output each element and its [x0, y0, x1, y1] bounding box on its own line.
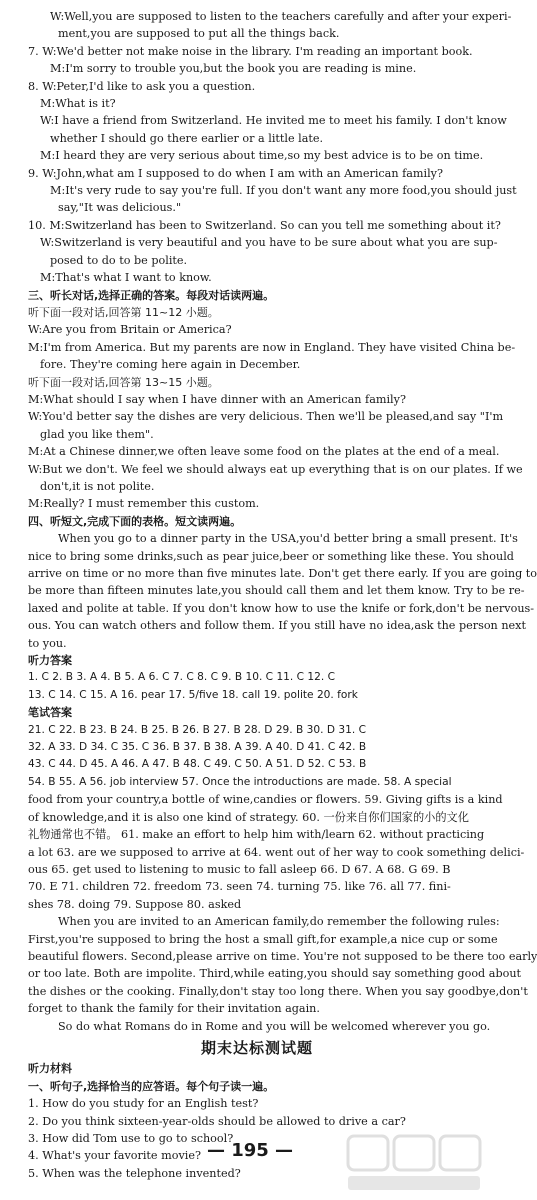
- text-line: 3. How did Tom use to go to school?: [28, 1132, 234, 1145]
- text-line: W:Well,you are supposed to listen to the teachers carefully and after your experi-: [50, 10, 512, 23]
- text-line: food from your country,a bottle of wine,candies or flowers. 59. Giving gifts is a kind: [28, 793, 503, 807]
- text-line: whether I should go there earlier or a little late.: [50, 131, 324, 145]
- text-line: So do what Romans do in Rome and you will be welcomed wherever you go.: [58, 1019, 491, 1033]
- text-line: 听下面一段对话,回答第 13~15 小题。: [28, 375, 219, 389]
- text-line: 4. What's your favorite movie?: [28, 1149, 201, 1163]
- text-line: 1. How do you study for an English test?: [28, 1097, 259, 1111]
- text-line: 2. Do you think sixteen-year-olds should be allowed to drive a car?: [28, 1114, 406, 1128]
- text-line: W:Switzerland is very beautiful and you have to be sure about what you are sup-: [40, 236, 498, 250]
- text-line: 10. M:Switzerland has been to Switzerland. So can you tell me something about it?: [28, 218, 501, 232]
- text-line: of knowledge,and it is also one kind of strategy. 60. 一份来自你们国家的小的文化: [28, 810, 469, 824]
- text-line: 54. B 55. A 56. job interview 57. Once the introductions are made. 58. A special: [28, 775, 452, 788]
- text-line: 8. W:Peter,I'd like to ask you a question.: [28, 79, 256, 93]
- text-line: 听力答案: [28, 654, 72, 668]
- text-line: W:You'd better say the dishes are very delicious. Then we'll be pleased,and say "I'm: [28, 410, 504, 424]
- text-line: 13. C 14. C 15. A 16. pear 17. 5/five 18. call 19. polite 20. fork: [28, 688, 358, 701]
- text-line: 礼物通常也不错。 61. make an effort to help him with/learn 62. without practicing: [28, 828, 485, 842]
- text-line: don't,it is not polite.: [40, 479, 155, 493]
- text-line: M:I heard they are very serious about time,so my best advice is to be on time.: [40, 149, 484, 163]
- text-line: say,"It was delicious.": [58, 201, 182, 215]
- text-line: M:That's what I want to know.: [40, 271, 212, 285]
- text-line: 三、听长对话,选择正确的答案。每段对话读两遍。: [28, 288, 275, 302]
- text-line: 32. A 33. D 34. C 35. C 36. B 37. B 38. A 39. A 40. D 41. C 42. B: [28, 741, 367, 754]
- text-line: M:At a Chinese dinner,we often leave some food on the plates at the end of a meal.: [28, 445, 500, 459]
- text-line: be more than fifteen minutes late,you should call them and let them know. Try to be re-: [28, 584, 525, 598]
- text-line: beautiful flowers. Second,please arrive on time. You're not supposed to be there too early: [28, 949, 537, 963]
- text-line: When you are invited to an American family,do remember the following rules:: [58, 915, 500, 929]
- text-line: fore. They're coming here again in December.: [40, 358, 301, 372]
- text-line: laxed and polite at table. If you don't know how to use the knife or fork,don't be nervous-: [28, 601, 535, 615]
- text-line: M:What is it?: [40, 97, 116, 111]
- text-line: shes 78. doing 79. Suppose 80. asked: [28, 897, 242, 911]
- text-line: 5. When was the telephone invented?: [28, 1166, 241, 1180]
- watermark-logo-icon: [344, 1132, 494, 1194]
- page-number: — 195 —: [206, 1140, 294, 1161]
- text-line: posed to do to be polite.: [50, 253, 188, 267]
- text-line: W:But we don't. We feel we should always eat up everything that is on our plates. If we: [28, 462, 523, 476]
- text-line: 笔试答案: [28, 706, 72, 720]
- text-line: ous 65. get used to listening to music to fall asleep 66. D 67. A 68. G 69. B: [28, 862, 451, 876]
- text-line: 21. C 22. B 23. B 24. B 25. B 26. B 27. B 28. D 29. B 30. D 31. C: [28, 723, 367, 736]
- text-line: 9. W:John,what am I supposed to do when I am with an American family?: [28, 166, 443, 180]
- text-line: M:What should I say when I have dinner with an American family?: [28, 392, 406, 406]
- text-line: 四、听短文,完成下面的表格。短文读两遍。: [28, 514, 242, 528]
- text-line: M:Really? I must remember this custom.: [28, 497, 260, 511]
- text-line: the dishes or the cooking. Finally,don't stay too long there. When you say goodbye,don't: [28, 984, 528, 998]
- answer-text-block: [28, 8, 537, 1035]
- text-line: glad you like them".: [40, 427, 154, 441]
- text-line: nice to bring some drinks,such as pear juice,beer or something like these. You should: [28, 549, 514, 563]
- text-line: ment,you are supposed to put all the things back.: [58, 27, 340, 41]
- text-line: ous. You can watch others and follow them. If you still have no idea,ask the person next: [28, 619, 526, 633]
- text-line: 70. E 71. children 72. freedom 73. seen 74. turning 75. like 76. all 77. fini-: [28, 880, 451, 894]
- text-line: 一、听句子,选择恰当的应答语。每个句子读一遍。: [28, 1079, 275, 1093]
- text-line: 7. W:We'd better not make noise in the library. I'm reading an important book.: [28, 44, 473, 58]
- text-line: W:I have a friend from Switzerland. He invited me to meet his family. I don't know: [40, 114, 507, 128]
- text-line: M:I'm from America. But my parents are now in England. They have visited China be-: [28, 340, 516, 354]
- text-line: When you go to a dinner party in the USA,you'd better bring a small present. It's: [58, 532, 518, 546]
- text-line: 听力材料: [28, 1062, 72, 1076]
- text-line: First,you're supposed to bring the host a small gift,for example,a nice cup or some: [28, 932, 498, 946]
- text-line: M:It's very rude to say you're full. If you don't want any more food,you should just: [50, 184, 517, 198]
- text-line: 1. C 2. B 3. A 4. B 5. A 6. C 7. C 8. C 9. B 10. C 11. C 12. C: [28, 671, 336, 684]
- text-line: to you.: [28, 636, 67, 650]
- text-line: 听下面一段对话,回答第 11~12 小题。: [28, 305, 219, 319]
- text-line: forget to thank the family for their invitation again.: [28, 1002, 320, 1016]
- text-line: or too late. Both are impolite. Third,while eating,you should say something good about: [28, 967, 522, 981]
- text-line: arrive on time or no more than five minutes late. Don't get there early. If you are going to: [28, 567, 537, 580]
- text-line: 43. C 44. D 45. A 46. A 47. B 48. C 49. C 50. A 51. D 52. C 53. B: [28, 758, 367, 771]
- text-line: M:I'm sorry to trouble you,but the book you are reading is mine.: [50, 62, 417, 76]
- text-line: a lot 63. are we supposed to arrive at 64. went out of her way to cook something delici-: [28, 845, 525, 859]
- text-line: W:Are you from Britain or America?: [28, 323, 232, 337]
- section-title: 期末达标测试题: [200, 1038, 313, 1057]
